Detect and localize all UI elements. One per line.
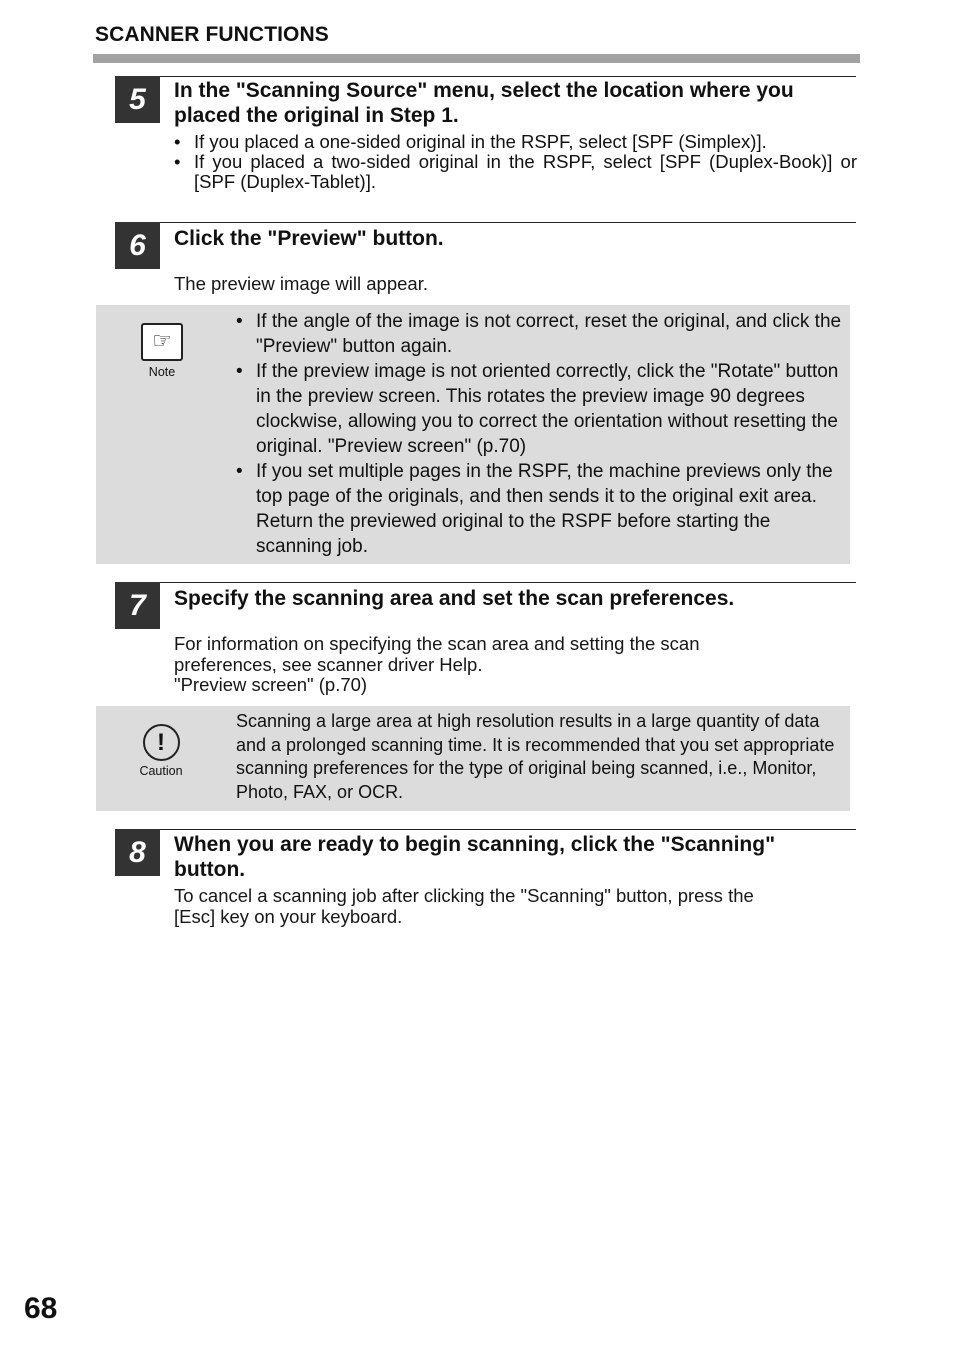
- note-icon-group: [140, 323, 184, 379]
- pointing-hand-icon: ☞: [141, 323, 183, 361]
- step-rule: [115, 582, 856, 583]
- list-item: • If you set multiple pages in the RSPF, the machine previews only the top page of the originals, and then sends it to the original exit area. Return the previewed original to the RSPF before starting the scanning job.: [236, 461, 833, 557]
- step-rule: [115, 76, 856, 77]
- step-title: Specify the scanning area and set the scan preferences.: [174, 587, 735, 610]
- step-rule: [115, 222, 856, 223]
- step-rule: [115, 829, 856, 830]
- page-number: 68: [24, 1292, 58, 1325]
- caution-icon-group: [134, 724, 188, 778]
- step-7-body: For information on specifying the scan area and setting the scan preferences, see scanner driver Help. "Preview screen" (p.70): [174, 633, 700, 695]
- step-6-body: The preview image will appear.: [174, 273, 428, 294]
- step-title: When you are ready to begin scanning, click the "Scanning" button.: [174, 833, 776, 881]
- caution-label: Caution: [139, 764, 183, 778]
- list-item: • If the angle of the image is not correct, reset the original, and click the "Preview" button again.: [236, 311, 842, 357]
- section-title: SCANNER FUNCTIONS: [95, 23, 329, 46]
- list-item: • If the preview image is not oriented correctly, click the "Rotate" button in the preview screen. This rotates the preview image 90 degrees clockwise, allowing you to correct the orientation without resetting the original. "Preview screen" (p.70): [236, 361, 839, 457]
- caution-text: Scanning a large area at high resolution results in a large quantity of data and a prolonged scanning time. It is recommended that you set appropriate scanning preferences for the type of original being scanned, i.e., Monitor, Photo, FAX, or OCR.: [236, 711, 835, 802]
- note-bullets: [236, 309, 842, 559]
- list-item: • If you placed a two-sided original in the RSPF, select [SPF (Duplex-Book)] or [SPF (Duplex-Tablet)].: [174, 151, 857, 192]
- step-title: In the "Scanning Source" menu, select the location where you placed the original in Step 1.: [174, 79, 794, 127]
- exclamation-icon: !: [143, 724, 180, 761]
- step-number: 6: [115, 222, 160, 269]
- step-number: 8: [115, 829, 160, 876]
- step-8-body: To cancel a scanning job after clicking the "Scanning" button, press the [Esc] key on your keyboard.: [174, 885, 754, 927]
- step-number: 7: [115, 582, 160, 629]
- header-bar: [93, 54, 860, 63]
- step-number: 5: [115, 76, 160, 123]
- note-label: Note: [148, 365, 176, 379]
- step-5-bullets: [174, 132, 857, 192]
- list-item: • If you placed a one-sided original in the RSPF, select [SPF (Simplex)].: [174, 131, 767, 152]
- step-title: Click the "Preview" button.: [174, 227, 444, 250]
